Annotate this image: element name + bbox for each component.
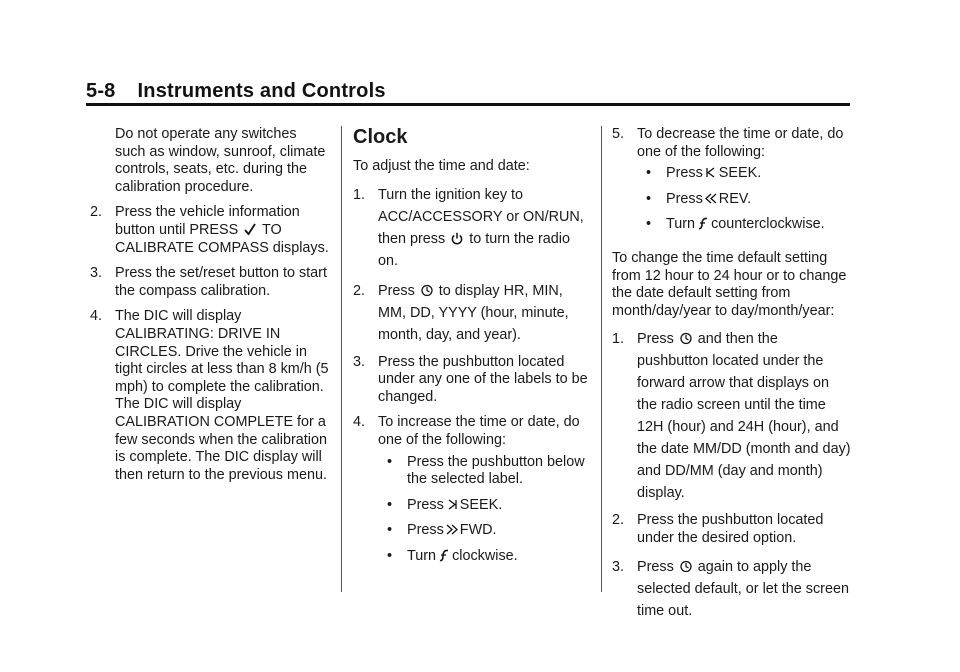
column-divider bbox=[601, 126, 602, 592]
bullet-item: • Turn counterclockwise. bbox=[646, 216, 825, 233]
page-header bbox=[86, 80, 386, 103]
section-number: 5-8 bbox=[86, 80, 116, 102]
seek-up-icon bbox=[446, 498, 458, 511]
column-3 bbox=[612, 126, 852, 630]
item-text: Press the pushbutton located under any one of the labels to be changed. bbox=[378, 353, 588, 405]
list-item bbox=[612, 328, 852, 504]
tune-knob-icon bbox=[697, 217, 709, 230]
item-text: Press the vehicle information button until PRESS TO CALIBRATE COMPASS displays. bbox=[115, 204, 329, 256]
column-1 bbox=[90, 126, 330, 492]
list-item bbox=[612, 126, 852, 242]
item-number: 5. bbox=[612, 126, 625, 142]
item-text: Press the pushbutton located under the desired option. bbox=[637, 512, 824, 546]
list-item bbox=[353, 354, 593, 407]
column-2 bbox=[353, 126, 593, 582]
column-divider bbox=[341, 126, 342, 592]
item-number: 2. bbox=[353, 282, 366, 299]
section-title: Instruments and Controls bbox=[137, 80, 386, 102]
bullet-item: • Turn clockwise. bbox=[387, 547, 518, 564]
item-number: 4. bbox=[353, 414, 366, 431]
power-icon bbox=[451, 232, 463, 245]
item-text: Press again to apply the selected default, or let the screen time out. bbox=[637, 558, 849, 619]
item-number: 2. bbox=[612, 512, 625, 529]
clock-icon bbox=[680, 560, 692, 573]
item-text: Press to display HR, MIN, MM, DD, YYYY (hour, minute, month, day, and year). bbox=[378, 282, 569, 343]
tune-knob-icon bbox=[438, 549, 450, 562]
item-text: The DIC will display CALIBRATING: DRIVE IN CIRCLES. Drive the vehicle in tight circles at less than 8 km/h (5 mph) to complete the calibration. The DIC will display CALIBRATION COMPLETE for a few seconds when the calibration is complete. The DIC display will then return to the previous menu. bbox=[115, 308, 329, 483]
item-number: 1. bbox=[612, 331, 625, 348]
list-item bbox=[90, 308, 330, 484]
clock-icon bbox=[421, 284, 433, 297]
item-number: 3. bbox=[353, 353, 366, 370]
item-number: 4. bbox=[90, 308, 103, 325]
item-number: 2. bbox=[90, 204, 103, 221]
list-item bbox=[353, 280, 593, 346]
bullet-item: • Press SEEK. bbox=[387, 496, 503, 513]
paragraph: To adjust the time and date: bbox=[353, 158, 530, 174]
list-item bbox=[90, 204, 330, 257]
item-text: Press and then the pushbutton located under the forward arrow that displays on the radio screen until the time 12H (hour) and 24H (hour), and the date MM/DD (month and day) and DD/MM (day and month) display. bbox=[637, 331, 851, 502]
item-text: Press the set/reset button to start the compass calibration. bbox=[115, 265, 327, 299]
list-item bbox=[612, 556, 852, 622]
seek-down-icon bbox=[705, 166, 717, 179]
list-item bbox=[353, 414, 593, 573]
section-heading: Clock bbox=[353, 126, 408, 148]
item-number: 1. bbox=[353, 186, 366, 203]
rewind-icon bbox=[705, 192, 717, 205]
item-number: 3. bbox=[90, 265, 103, 282]
item-text: Turn the ignition key to ACC/ACCESSORY or ON/RUN, then press to turn the radio on. bbox=[378, 186, 584, 269]
header-rule bbox=[86, 103, 850, 106]
list-item bbox=[612, 512, 852, 547]
item-number: 3. bbox=[612, 558, 625, 575]
bullet-item: • Press SEEK. bbox=[646, 165, 762, 182]
bullet-item: • Press REV. bbox=[646, 190, 752, 207]
list-item bbox=[353, 184, 593, 272]
checkmark-icon bbox=[244, 223, 256, 236]
fast-forward-icon bbox=[446, 523, 458, 536]
item-text: To decrease the time or date, do one of the following: • Press SEEK. • Press REV. • Turn counterclockwise. bbox=[637, 126, 852, 242]
bullet-item: • Press the pushbutton below the selected label. bbox=[387, 453, 585, 488]
bullet-item: • Press FWD. bbox=[387, 522, 497, 539]
list-item bbox=[90, 265, 330, 300]
paragraph: To change the time default setting from 12 hour to 24 hour or to change the date default setting from month/day/year to day/month/year: bbox=[612, 249, 847, 319]
paragraph: Do not operate any switches such as window, sunroof, climate controls, seats, etc. during the calibration procedure. bbox=[115, 126, 326, 195]
clock-icon bbox=[680, 332, 692, 345]
item-text: To increase the time or date, do one of the following: • Press the pushbutton below the selected label. • Press SEEK. • Press FWD. • Turn clockwise. bbox=[378, 414, 593, 573]
